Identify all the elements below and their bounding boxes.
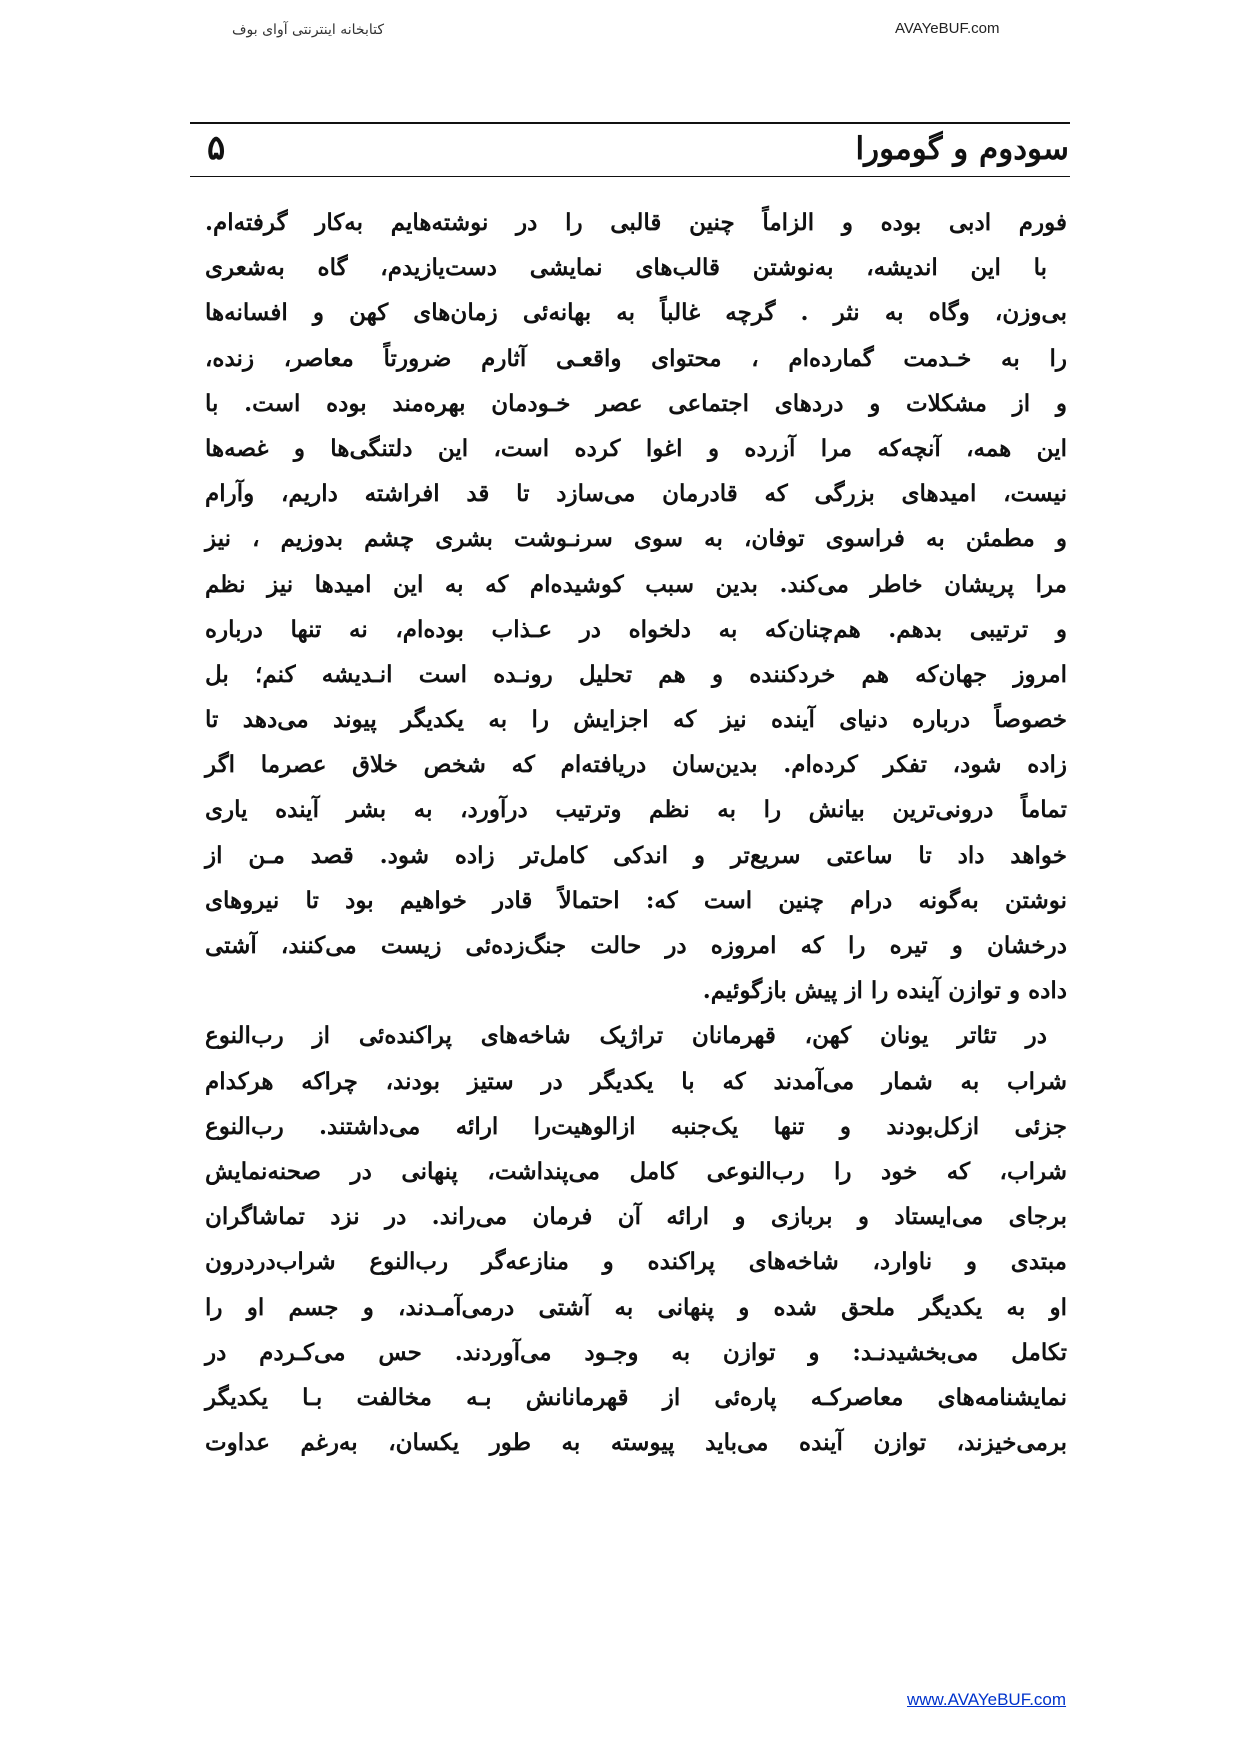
text-line: با این اندیشه، به‌نوشتن قالب‌های نمایشی دست‌یازیدم، گاه به‌شعری bbox=[205, 254, 1047, 282]
text-line: بی‌وزن، وگاه به نثر . گرچه غالباً به بهانه‌ئی زمان‌های کهن و افسانه‌ها bbox=[205, 299, 1067, 327]
text-line: نیست، امیدهای بزرگی که قادرمان می‌سازد تا قد افراشته داریم، وآرام bbox=[205, 480, 1067, 508]
text-line: برجای می‌ایستاد و بربازی و ارائه آن فرمان می‌راند. در نزد تماشاگران bbox=[205, 1203, 1067, 1231]
text-line: امروز جهان‌که هم خردکننده و هم تحلیل رونـده است انـدیشه کنم؛ بل bbox=[205, 660, 1067, 688]
text-line: فورم ادبی بوده و الزاماً چنین قالبی را در نوشته‌هایم به‌کار گرفته‌ام. bbox=[205, 209, 1067, 236]
text-line: مبتدی و ناوارد، شاخه‌های پراکنده و منازعه‌گر رب‌النوع شراب‌دردرون bbox=[205, 1248, 1067, 1276]
text-line: تکامل می‌بخشیدنـد: و توازن به وجـود می‌آوردند. حس می‌کـردم در bbox=[205, 1338, 1067, 1366]
text-line: برمی‌خیزند، توازن آینده می‌باید پیوسته به طور یکسان، به‌رغم عداوت bbox=[205, 1429, 1067, 1457]
text-line: نمایشنامه‌های معاصرکـه پاره‌ئی از قهرمانانش بـه مخالفت بـا یکدیگر bbox=[205, 1383, 1067, 1411]
text-line: داده و توازن آینده را از پیش بازگوئیم. bbox=[702, 977, 1067, 1005]
text-line: شراب به شمار می‌آمدند که با یکدیگر در ستیز بودند، چراکه هرکدام bbox=[205, 1067, 1067, 1095]
text-line: این همه، آنچه‌که مرا آزرده و اغوا کرده است، این دلتنگی‌ها و غصه‌ها bbox=[205, 434, 1067, 462]
website-link[interactable]: www.AVAYeBUF.com bbox=[907, 1690, 1067, 1709]
text-line: و مطمئن به فراسوی توفان، به سوی سرنـوشت بشری چشم بدوزیم ، نیز bbox=[205, 525, 1067, 553]
page-number: ۵ bbox=[207, 128, 226, 168]
text-line: زاده شود، تفکر کرده‌ام. بدین‌سان دریافته‌ام که شخص خلاق عصرما اگر bbox=[205, 751, 1067, 779]
text-line: نوشتن به‌گونه درام چنین است که: احتمالاً قادر خواهیم بود تا نیروهای bbox=[205, 886, 1067, 914]
text-line: خواهد داد تا ساعتی سریع‌تر و اندکی کامل‌تر زاده شود. قصد مـن از bbox=[205, 841, 1067, 869]
header-rule-bottom bbox=[190, 176, 1070, 177]
text-line: مرا پریشان خاطر می‌کند. بدین سبب کوشیده‌ام که به این امیدها نیز نظم bbox=[205, 570, 1067, 598]
body-text bbox=[205, 200, 1067, 1465]
text-line: او به یکدیگر ملحق شده و پنهانی به آشتی درمی‌آمـدند، و جسم او را bbox=[205, 1293, 1067, 1321]
header-rule-top bbox=[190, 122, 1070, 124]
text-line: تماماً درونی‌ترین بیانش را به نظم وترتیب درآورد، به بشر آینده یاری bbox=[205, 796, 1067, 824]
text-line: درخشان و تیره را که امروزه در حالت جنگ‌زده‌ئی زیست می‌کنند، آشتی bbox=[205, 932, 1067, 959]
text-line: در تئاتر یونان کهن، قهرمانان تراژیک شاخه‌های پراکنده‌ئی از رب‌النوع bbox=[205, 1022, 1047, 1050]
text-line: و ترتیبی بدهم. هم‌چنان‌که به دلخواه در عـذاب بوده‌ام، نه تنها درباره bbox=[205, 615, 1067, 643]
library-name: کتابخانه اینترنتی آوای بوف bbox=[232, 22, 384, 38]
text-line: را به خـدمت گمارده‌ام ، محتوای واقعـی آثارم ضرورتاً معاصر، زنده، bbox=[205, 344, 1067, 372]
site-name: AVAYeBUF.com bbox=[895, 20, 1000, 37]
running-title: سودوم و گومورا bbox=[855, 131, 1069, 167]
text-line: و از مشکلات و دردهای اجتماعی عصر خـودمان بهره‌مند بوده است. با bbox=[205, 389, 1067, 417]
text-line: جزئی ازکل‌بودند و تنها یک‌جنبه ازالوهیت‌را ارائه می‌داشتند. رب‌النوع bbox=[205, 1112, 1067, 1140]
text-line: خصوصاً درباره دنیای آینده نیز که اجزایش را به یکدیگر پیوند می‌دهد تا bbox=[205, 706, 1067, 734]
text-line: شراب، که خود را رب‌النوعی کامل می‌پنداشت، پنهانی در صحنه‌نمایش bbox=[205, 1157, 1067, 1185]
